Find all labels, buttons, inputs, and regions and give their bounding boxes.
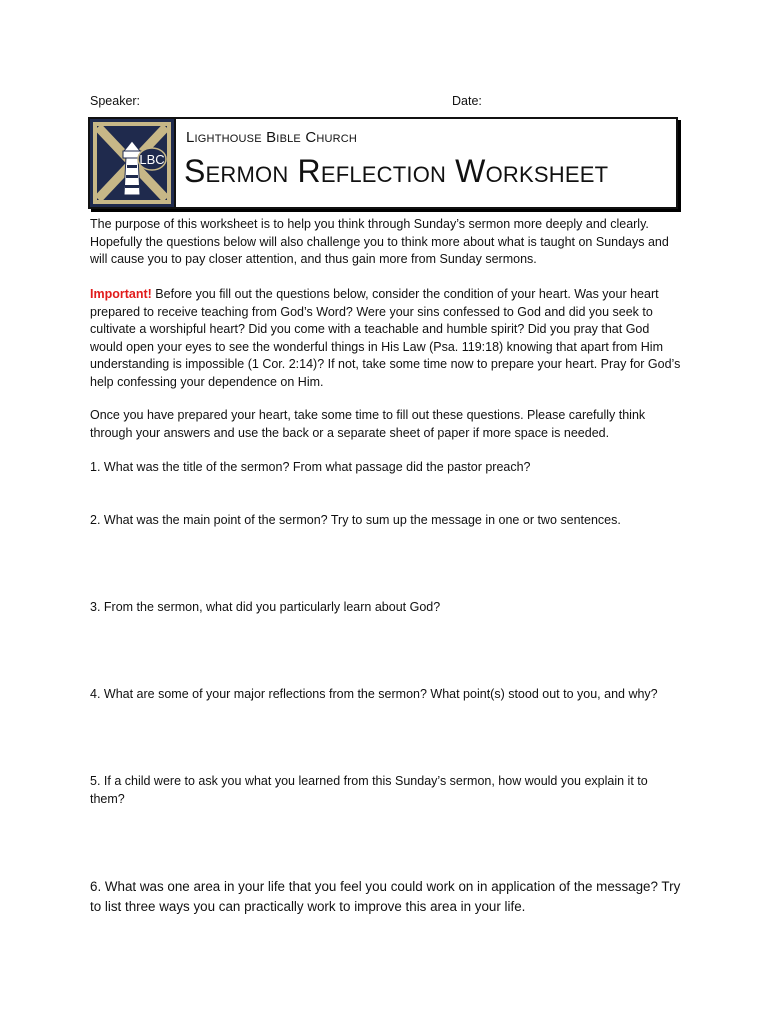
instructions-paragraph: Once you have prepared your heart, take some time to fill out these questions. Please carefully think through your answers and use the back or a separate sheet of paper if more space is needed.: [90, 408, 646, 440]
important-paragraph: [90, 286, 682, 391]
intro-paragraph: The purpose of this worksheet is to help you think through Sunday’s sermon more deeply and clearly. Hopefully the questions below will also challenge you to think more about what is taught on Sundays and will cause you to pay closer attention, and thus gain more from Sunday sermons.: [90, 217, 669, 266]
question-3: 3. From the sermon, what did you particularly learn about God?: [90, 600, 441, 614]
important-text: Before you fill out the questions below, consider the condition of your heart. Was your heart prepared to receive teaching from God’s Word? Were your sins confessed to God and did you seek to cultivate a worshipful heart? Did you come with a teachable and humble spirit? Did you pray that God would open your eyes to see the wonderful things in His Law (Psa. 119:18) knowing that apart from Him understanding is impossible (1 Cor. 2:14)? If not, take some time now to prepare your heart. Pray for God’s help confessing your dependence on Him.: [90, 287, 681, 389]
important-label: Important!: [90, 287, 152, 301]
question-1: 1. What was the title of the sermon? From what passage did the pastor preach?: [90, 460, 531, 474]
lighthouse-logo-icon: [90, 119, 174, 207]
question-5: 5. If a child were to ask you what you learned from this Sunday’s sermon, how would you explain it to them?: [90, 774, 648, 806]
date-label: Date:: [452, 94, 482, 108]
church-logo: [90, 119, 176, 207]
question-4: 4. What are some of your major reflections from the sermon? What point(s) stood out to you, and why?: [90, 687, 658, 701]
worksheet-header: [88, 117, 678, 209]
question-6: 6. What was one area in your life that you feel you could work on in application of the message? Try to list three ways you can practically work to improve this area in your life.: [90, 879, 681, 914]
worksheet-title: Sermon Reflection Worksheet: [184, 153, 609, 189]
speaker-label: Speaker:: [90, 94, 141, 108]
question-2: 2. What was the main point of the sermon? Try to sum up the message in one or two sentences.: [90, 513, 621, 527]
logo-text: LBC: [139, 152, 165, 167]
church-name: Lighthouse Bible Church: [186, 129, 358, 146]
